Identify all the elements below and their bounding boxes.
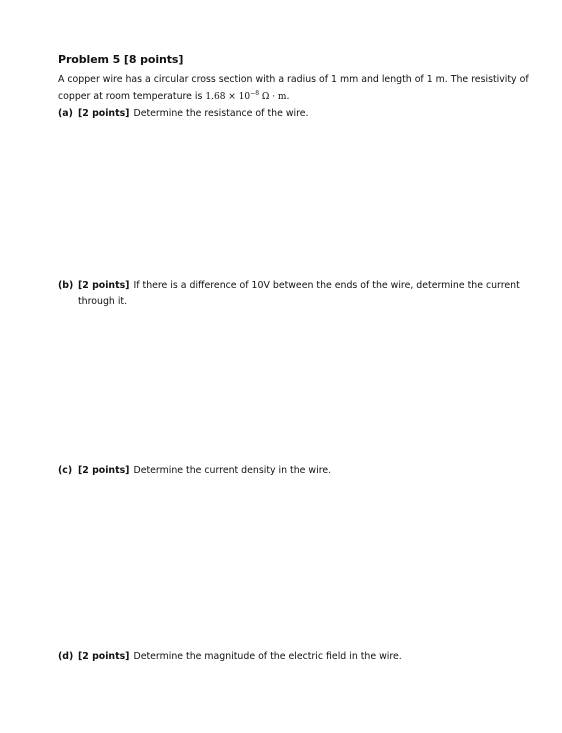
part-points: [2 points] xyxy=(78,651,130,662)
resistivity-unit: Ω · m xyxy=(259,92,287,102)
problem-title: Problem 5 [8 points] xyxy=(58,53,184,66)
question-part-d xyxy=(58,649,528,665)
part-question-continuation: through it. xyxy=(78,296,128,307)
problem-statement-line-2 xyxy=(58,88,533,106)
part-points: [2 points] xyxy=(78,280,130,291)
resistivity-mantissa: 1.68 × 10 xyxy=(205,92,251,102)
part-points: [2 points] xyxy=(78,465,130,476)
part-label: (c) xyxy=(58,465,73,476)
part-points: [2 points] xyxy=(78,108,130,119)
question-part-c xyxy=(58,463,528,479)
part-question-text: Determine the resistance of the wire. xyxy=(133,108,309,119)
part-label: (a) xyxy=(58,108,73,119)
problem-statement xyxy=(58,71,533,106)
part-label: (d) xyxy=(58,651,74,662)
statement-suffix: . xyxy=(286,91,290,102)
resistivity-value xyxy=(205,92,286,102)
part-label: (b) xyxy=(58,280,74,291)
part-question-text: If there is a difference of 10V between the ends of the wire, determine the current xyxy=(133,280,520,291)
part-question-text: Determine the magnitude of the electric field in the wire. xyxy=(133,651,402,662)
problem-statement-line-1: A copper wire has a circular cross section with a radius of 1 mm and length of 1 m. The resistivity of xyxy=(58,74,529,85)
question-part-a xyxy=(58,106,528,122)
statement-prefix: copper at room temperature is xyxy=(58,91,206,102)
resistivity-exponent: −8 xyxy=(250,90,260,97)
question-part-b xyxy=(58,278,528,310)
part-question-text: Determine the current density in the wire. xyxy=(133,465,332,476)
